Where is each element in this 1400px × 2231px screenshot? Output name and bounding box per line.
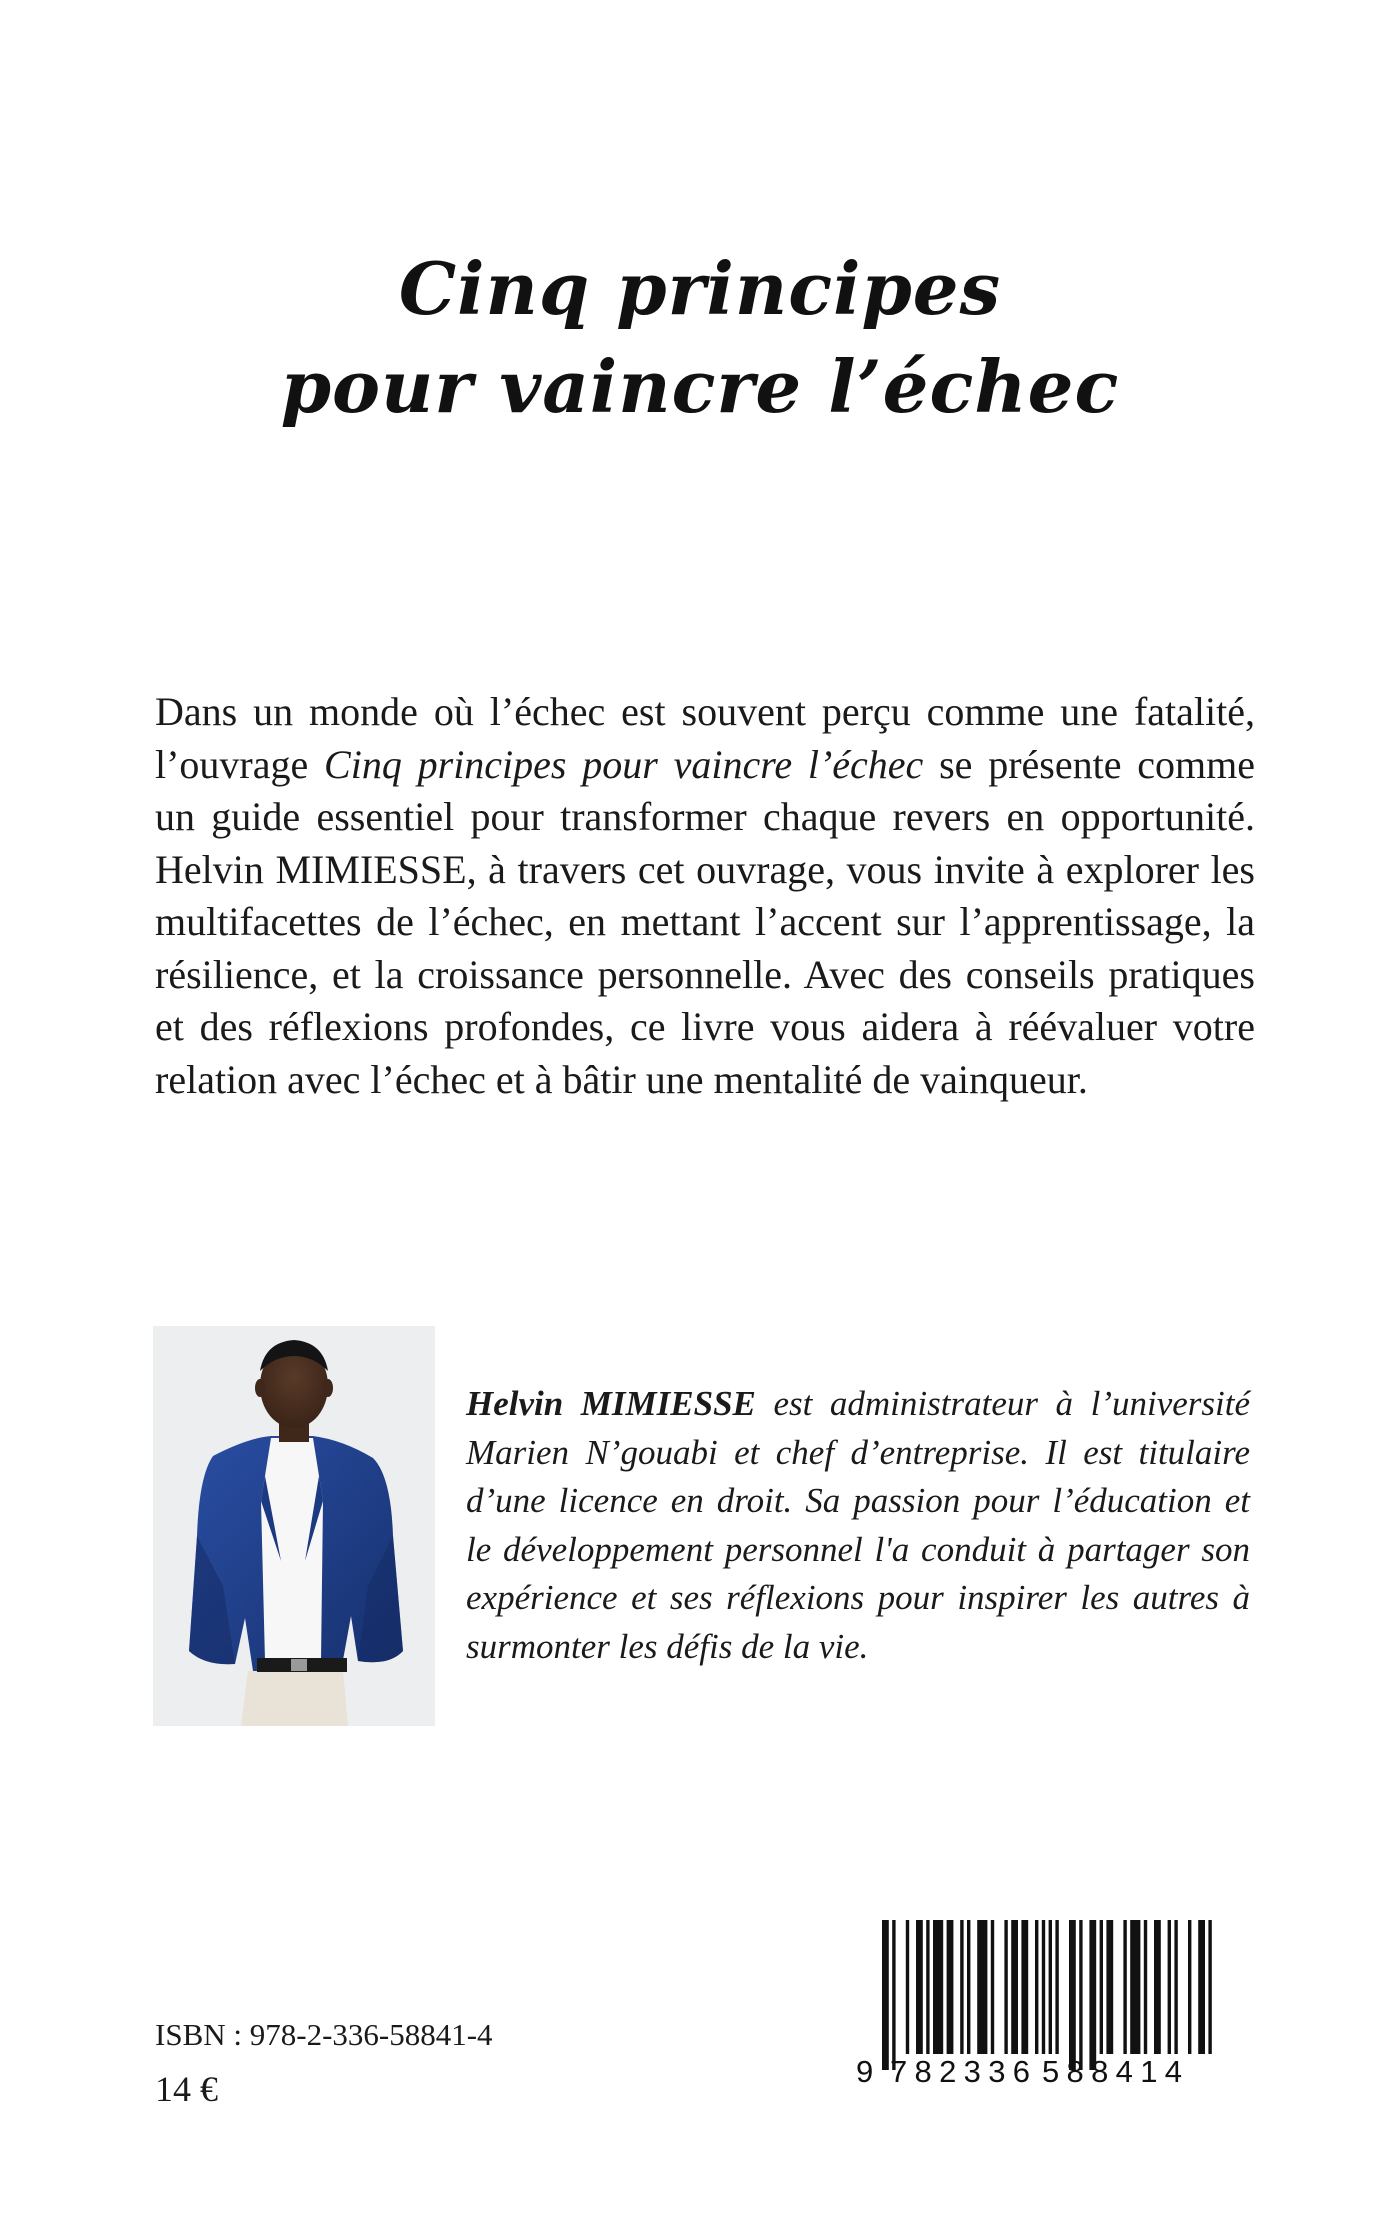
barcode-bar <box>1089 1920 1096 2070</box>
barcode-bar <box>1079 1920 1082 2070</box>
book-title-line-2: pour vaincre l’échec <box>280 344 1120 429</box>
isbn-barcode <box>852 1918 1212 2098</box>
barcode-bar <box>892 1920 895 2070</box>
barcode-bar <box>960 1920 963 2054</box>
barcode-bar <box>967 1920 970 2054</box>
author-photo <box>153 1326 435 1726</box>
blurb-book-title: Cinq principes pour vaincre l’échec <box>324 741 924 787</box>
barcode-bar <box>1123 1920 1126 2054</box>
barcode-bar <box>1055 1920 1058 2054</box>
barcode-bar <box>1100 1920 1103 2054</box>
barcode-digit-group-1: 782336 <box>890 2054 1030 2089</box>
barcode-bar <box>1021 1920 1028 2054</box>
price-label: 14 € <box>155 2069 218 2109</box>
book-title <box>0 240 1400 436</box>
barcode-bar <box>1174 1920 1177 2054</box>
shirt-shape <box>261 1438 323 1661</box>
barcode-bar <box>882 1920 889 2070</box>
barcode-bar <box>947 1920 954 2054</box>
barcode-bar <box>1208 1920 1211 2054</box>
barcode-bar <box>1198 1920 1205 2054</box>
barcode-bar <box>906 1920 909 2054</box>
author-bio-text: est administrateur à l’université Marien N’gouabi et chef d’entreprise. Il est titulaire d’une licence en droit. Sa passion pour l’éducation et le développement personnel l'a conduit à partager son expérience et ses réflexions pour inspirer les autres à surmonter les défis de la vie. <box>466 1384 1250 1666</box>
barcode-bar <box>1042 1920 1045 2054</box>
barcode-bar <box>991 1920 994 2054</box>
blurb-text-start: Dans un monde où l’échec est souvent perçu comme une fatalité, l’ouvrage <box>155 689 1255 787</box>
author-name: Helvin MIMIESSE <box>466 1384 756 1423</box>
barcode-bar <box>1011 1920 1018 2054</box>
barcode-bar <box>1130 1920 1140 2054</box>
author-bio <box>466 1380 1250 1671</box>
barcode-bar <box>1154 1920 1161 2054</box>
barcode-bar <box>926 1920 929 2054</box>
barcode-bar <box>933 1920 943 2054</box>
barcode-bar <box>1106 1920 1113 2054</box>
barcode-bar <box>1188 1920 1191 2054</box>
barcode-digit-group-2: 588414 <box>1042 2054 1182 2089</box>
barcode-bar <box>1069 1920 1076 2070</box>
book-blurb <box>155 686 1255 1106</box>
barcode-bar <box>977 1920 987 2054</box>
book-title-line-1: Cinq principes <box>398 246 1002 331</box>
barcode-bar <box>1035 1920 1038 2054</box>
barcode-bar <box>916 1920 923 2054</box>
barcode-bar <box>1168 1920 1171 2054</box>
trousers-shape <box>241 1671 348 1726</box>
isbn-label: ISBN : 978-2-336-58841-4 <box>155 2017 493 2052</box>
barcode-bar <box>1144 1920 1147 2054</box>
blurb-text-end: se présente comme un guide essentiel pour transformer chaque revers en opportunité. Helvin MIMIESSE, à travers cet ouvrage, vous invite à explorer les multifacettes de l’échec, en mettant l’accent sur l’apprentissage, la résilience, et la croissance personnelle. Avec des conseils pratiques et des réflexions profondes, ce livre vous aidera à réévaluer votre relation avec l’échec et à bâtir une mentalité de vainqueur. <box>155 741 1255 1102</box>
barcode-bar <box>1004 1920 1007 2054</box>
barcode-bar <box>1049 1920 1052 2054</box>
barcode-first-digit: 9 <box>856 2054 874 2089</box>
